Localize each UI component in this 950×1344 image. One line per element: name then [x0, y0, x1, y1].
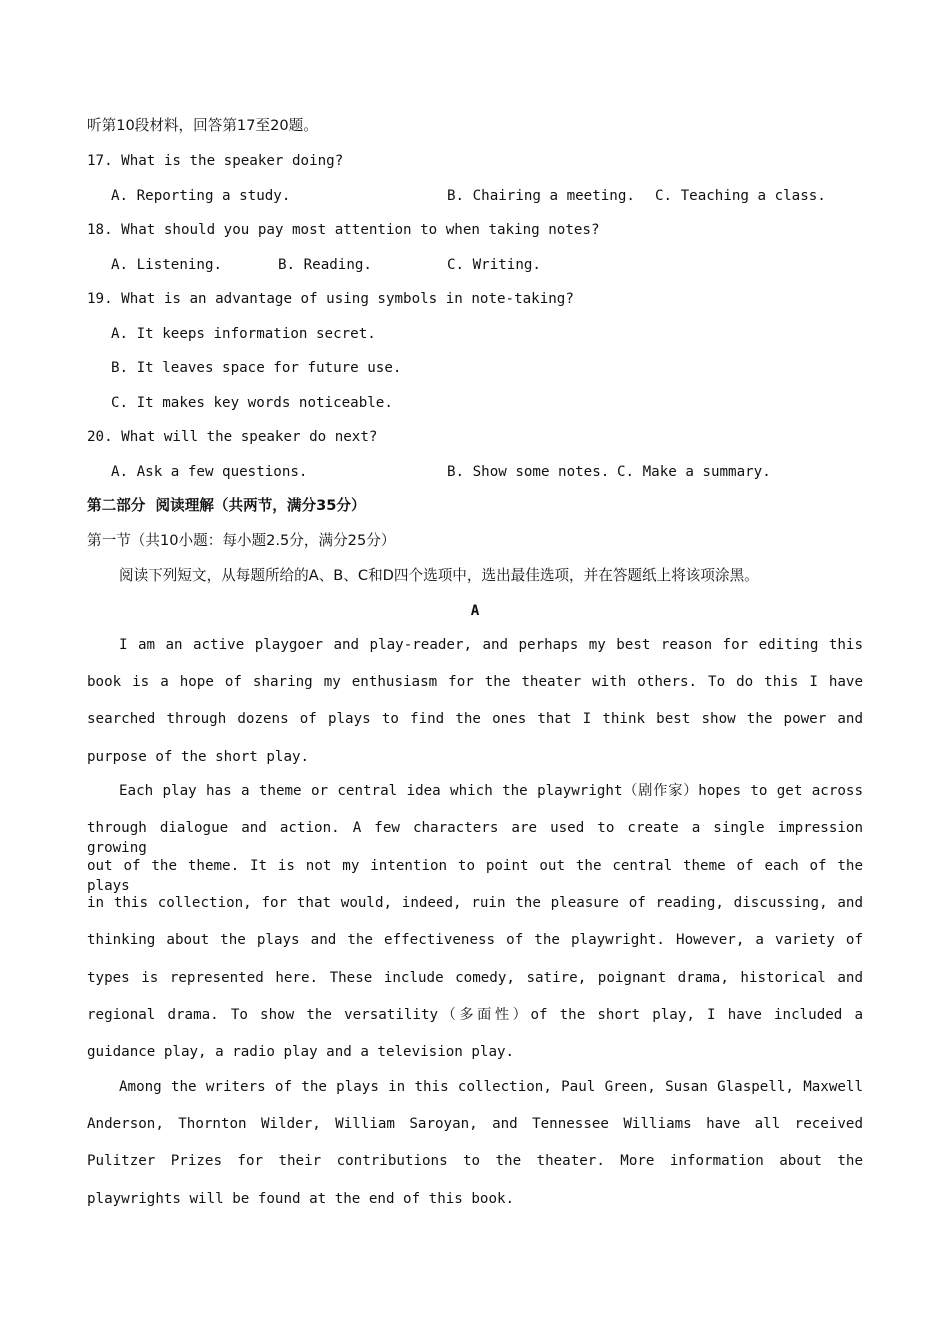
- part-two-heading: 第二部分 阅读理解（共两节，满分35分）: [87, 497, 366, 514]
- question-20-option-c: C. Make a summary.: [617, 464, 771, 480]
- passage-p1-line: book is a hope of sharing my enthusiasm for the theater with others. To do this I have: [87, 674, 863, 690]
- passage-p3-line: Anderson, Thornton Wilder, William Saroyan, and Tennessee Williams have all received: [87, 1116, 863, 1132]
- question-18-option-a: A. Listening.: [111, 257, 223, 273]
- question-17-stem: 17. What is the speaker doing?: [87, 153, 344, 169]
- question-17-option-a: A. Reporting a study.: [111, 188, 291, 204]
- passage-p2-line: through dialogue and action. A few characters are used to create a single impression growing: [87, 820, 863, 856]
- part-two-instruction: 阅读下列短文，从每题所给的A、B、C和D四个选项中，选出最佳选项，并在答题纸上将该项涂黑。: [119, 567, 759, 584]
- question-17-option-c: C. Teaching a class.: [655, 188, 826, 204]
- question-18-stem: 18. What should you pay most attention to when taking notes?: [87, 222, 600, 238]
- passage-p3-line: playwrights will be found at the end of this book.: [87, 1191, 515, 1207]
- question-17-option-b: B. Chairing a meeting.: [447, 188, 635, 204]
- question-20-option-a: A. Ask a few questions.: [111, 464, 308, 480]
- question-18-option-c: C. Writing.: [447, 257, 541, 273]
- passage-p2-line: types is represented here. These include comedy, satire, poignant drama, historical and: [87, 970, 863, 986]
- passage-p2-line: guidance play, a radio play and a television play.: [87, 1044, 515, 1060]
- passage-p2-line: Each play has a theme or central idea which the playwright（剧作家）hopes to get across: [119, 783, 863, 799]
- passage-p2-line: regional drama. To show the versatility（多面性）of the short play, I have included a: [87, 1007, 863, 1023]
- passage-p2-line: in this collection, for that would, indeed, ruin the pleasure of reading, discussing, and: [87, 895, 863, 911]
- question-19-option-c: C. It makes key words noticeable.: [111, 395, 393, 411]
- passage-label: A: [470, 603, 480, 619]
- section-intro: 听第10段材料，回答第17至20题。: [87, 117, 318, 134]
- passage-p2-line: out of the theme. It is not my intention to point out the central theme of each of the plays: [87, 858, 863, 894]
- question-19-stem: 19. What is an advantage of using symbols in note-taking?: [87, 291, 574, 307]
- passage-p1-line: purpose of the short play.: [87, 749, 310, 765]
- passage-p1-line: I am an active playgoer and play-reader, and perhaps my best reason for editing this: [119, 637, 863, 653]
- passage-p3-line: Among the writers of the plays in this collection, Paul Green, Susan Glaspell, Maxwell: [119, 1079, 863, 1095]
- passage-p3-line: Pulitzer Prizes for their contributions to the theater. More information about the: [87, 1153, 863, 1169]
- question-20-option-b: B. Show some notes.: [447, 464, 610, 480]
- passage-p2-line: thinking about the plays and the effectiveness of the playwright. However, a variety of: [87, 932, 863, 948]
- question-18-option-b: B. Reading.: [278, 257, 372, 273]
- part-two-subheading: 第一节（共10小题：每小题2.5分，满分25分）: [87, 532, 396, 549]
- passage-p1-line: searched through dozens of plays to find the ones that I think best show the power and: [87, 711, 863, 727]
- question-19-option-a: A. It keeps information secret.: [111, 326, 376, 342]
- question-19-option-b: B. It leaves space for future use.: [111, 360, 402, 376]
- question-20-stem: 20. What will the speaker do next?: [87, 429, 378, 445]
